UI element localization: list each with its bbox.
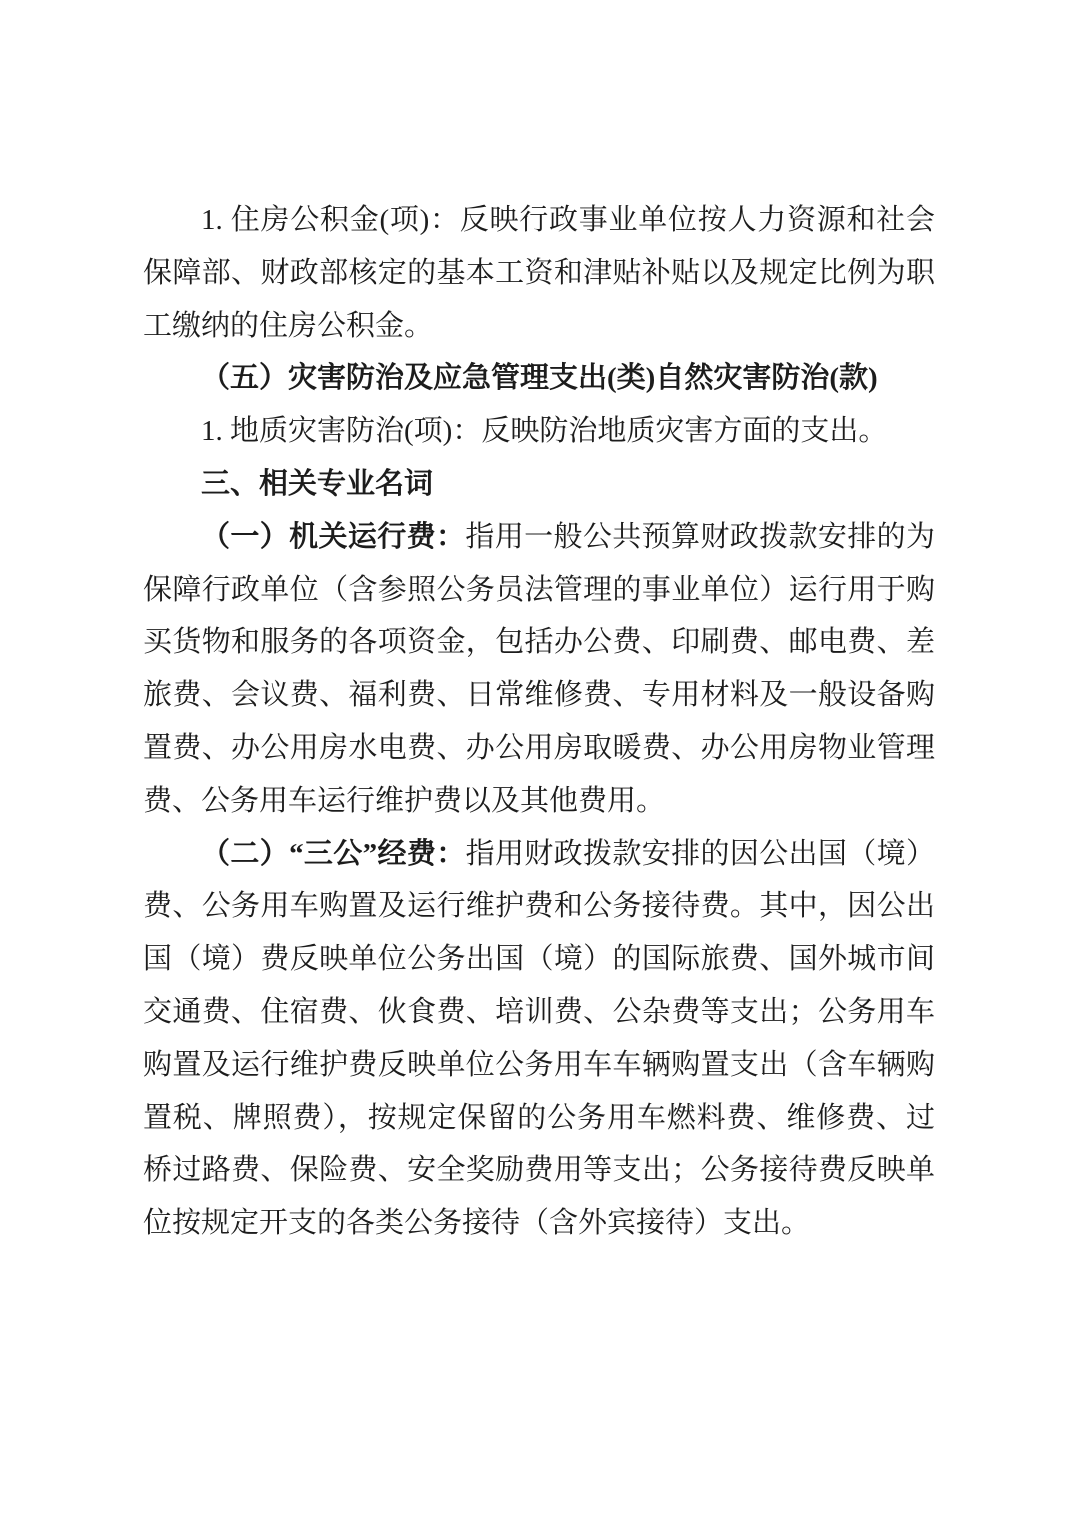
- term-lead-three-public-expenses: （二）“三公”经费：: [201, 837, 466, 870]
- heading-three-related-professional-terms: 三、相关专业名词: [201, 467, 434, 500]
- paragraph-housing-provident-fund: 1. 住房公积金(项)：反映行政事业单位按人力资源和社会保障部、财政部核定的基本工资和津贴补贴以及规定比例为职工缴纳的住房公积金。: [143, 204, 935, 342]
- heading-section-five-disaster-prevention: （五）灾害防治及应急管理支出(类)自然灾害防治(款): [201, 362, 878, 395]
- term-definition-agency-operating-expenses: 指用一般公共预算财政拨款安排的为保障行政单位（含参照公务员法管理的事业单位）运行用于购买货物和服务的各项资金，包括办公费、印刷费、邮电费、差旅费、会议费、福利费、日常维修费、专用材料及一般设备购置费、办公用房水电费、办公用房取暖费、办公用房物业管理费、公务用车运行维护费以及其他费用。: [143, 520, 935, 817]
- paragraph-agency-operating-expenses: [143, 511, 935, 828]
- term-definition-three-public-expenses: 指用财政拨款安排的因公出国（境）费、公务用车购置及运行维护费和公务接待费。其中，因公出国（境）费反映单位公务出国（境）的国际旅费、国外城市间交通费、住宿费、伙食费、培训费、公杂费等支出；公务用车购置及运行维护费反映单位公务用车车辆购置支出（含车辆购置税、牌照费），按规定保留的公务用车燃料费、维修费、过桥过路费、保险费、安全奖励费用等支出；公务接待费反映单位按规定开支的各类公务接待（含外宾接待）支出。: [143, 837, 935, 1240]
- term-lead-agency-operating-expenses: （一）机关运行费：: [201, 520, 466, 553]
- paragraph-geological-disaster-prevention: 1. 地质灾害防治(项)：反映防治地质灾害方面的支出。: [201, 415, 888, 448]
- paragraph-three-public-expenses: [143, 828, 935, 1250]
- document-body: [143, 194, 935, 1250]
